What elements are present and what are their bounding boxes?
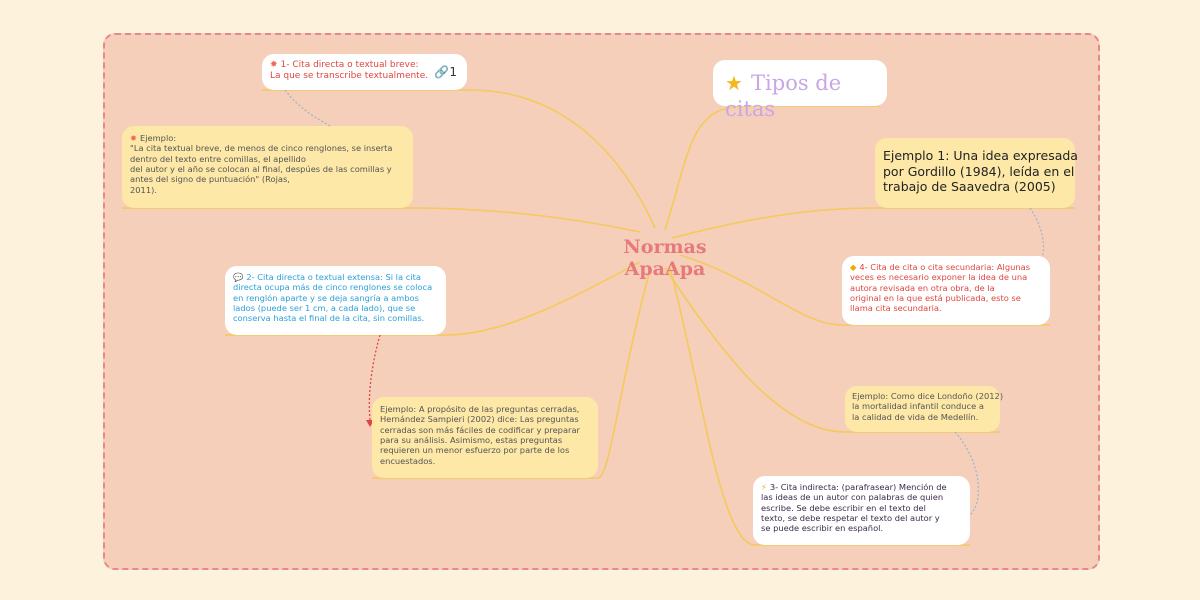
ejemplo1-line-5: 2011). xyxy=(130,184,157,195)
connector-cita1-ejemplo1 xyxy=(285,90,330,126)
cita4-line-4: llama cita secundaria. xyxy=(850,303,942,314)
link-icon: 🔗 xyxy=(434,65,450,79)
gordillo-line-1: por Gordillo (1984), leída en el xyxy=(883,163,1075,179)
node-cita-1[interactable] xyxy=(262,54,467,90)
cita2-line-0: 2- Cita directa o textual extensa: Si la cita xyxy=(246,272,421,282)
ejemplo2-line-1: Hernández Sampieri (2002) dice: Las preguntas xyxy=(380,414,579,425)
sparkle-icon: ✸ xyxy=(130,133,137,143)
cita4-line-0: 4- Cita de cita o cita secundaria: Algunas xyxy=(859,262,1031,272)
star-icon: ★ xyxy=(725,71,743,95)
ejemplo2-line-5: encuestados. xyxy=(380,455,436,466)
central-topic[interactable]: Normas ApaApa xyxy=(623,236,707,280)
cita1-line-0: 1- Cita directa o textual breve: xyxy=(280,60,419,70)
cita1-line-1: La que se transcribe textualmente. xyxy=(270,71,429,82)
cita4-line-3: original en la que está publicada, esto se xyxy=(850,293,1021,304)
connector-gordillo-cita4 xyxy=(1030,208,1044,258)
ejemplo2-line-3: para su análisis. Asimismo, estas preguntas xyxy=(380,435,563,446)
ejemplo2-line-2: cerradas son más fáciles de codificar y preparar xyxy=(380,424,580,435)
gordillo-line-0: Ejemplo 1: Una idea expresada xyxy=(883,148,1078,163)
node-ejemplo-2[interactable] xyxy=(372,397,598,478)
link-badge[interactable] xyxy=(434,65,457,80)
branch-tipos xyxy=(665,106,880,230)
branch-gordillo xyxy=(672,208,1075,238)
node-cita-2[interactable] xyxy=(225,266,446,335)
cita2-line-3: lados (puede ser 1 cm, a cada lado), que se xyxy=(233,303,416,314)
lightning-icon: ⚡ xyxy=(761,482,767,492)
cita3-line-0: 3- Cita indirecta: (parafrasear) Mención de xyxy=(769,482,947,492)
node-cita-4[interactable] xyxy=(842,256,1050,325)
ejemplo2-line-0: Ejemplo: A propósito de las preguntas cerradas, xyxy=(380,404,580,414)
cita3-line-2: escribe. Se debe escribir en el texto del xyxy=(761,502,926,513)
node-cita-3[interactable] xyxy=(753,476,970,545)
diamond-icon: ◆ xyxy=(850,262,857,272)
ejemplo1-line-0: Ejemplo: xyxy=(139,133,177,143)
tipos-title: Tipos de citas xyxy=(725,71,842,122)
ejemplo2-line-4: requieren un menor esfuerzo por parte de los xyxy=(380,445,570,456)
cita4-line-1: veces es necesario exponer la idea de una xyxy=(850,272,1028,283)
cita2-line-4: conserva hasta el final de la cita, sin comillas. xyxy=(233,313,425,324)
node-ejemplo-gordillo[interactable] xyxy=(875,138,1078,208)
londono-line-1: la mortalidad infantil conduce a xyxy=(852,401,984,412)
node-tipos-de-citas[interactable] xyxy=(713,60,887,122)
node-ejemplo-1[interactable] xyxy=(122,126,413,208)
ejemplo1-line-3: del autor y el año se colocan al final, despúes de las comillas y xyxy=(130,164,392,175)
link-count: 1 xyxy=(449,65,457,79)
londono-line-0: Ejemplo: Como dice Londoño (2012) xyxy=(852,391,1004,401)
londono-line-2: la calidad de vida de Medellín. xyxy=(852,411,979,422)
node-ejemplo-londono[interactable] xyxy=(845,386,1004,432)
cita3-line-3: texto, se debe respetar el texto del autor y xyxy=(761,513,940,524)
branch-ejemplo1 xyxy=(122,208,640,232)
cita2-line-2: en renglón aparte y se deja sangría a ambos xyxy=(233,292,419,303)
sparkle-icon: ✸ xyxy=(270,60,278,70)
gordillo-line-2: trabajo de Saavedra (2005) xyxy=(883,179,1056,195)
ejemplo1-line-4: antes del signo de puntuación" (Rojas, xyxy=(130,174,290,185)
ejemplo1-line-1: "La cita textual breve, de menos de cinco renglones, se inserta xyxy=(130,143,393,154)
cita4-line-2: autora revisada en otra obra, de la xyxy=(850,282,995,293)
speech-bubble-icon: 💬 xyxy=(233,272,244,282)
cita3-line-1: las ideas de un autor con palabras de quien xyxy=(761,492,944,503)
cita2-line-1: directa ocupa más de cinco renglones se coloca xyxy=(233,282,433,293)
ejemplo1-line-2: dentro del texto entre comillas, el apellido xyxy=(130,153,306,164)
cita3-line-4: se puede escribir en español. xyxy=(761,523,884,534)
